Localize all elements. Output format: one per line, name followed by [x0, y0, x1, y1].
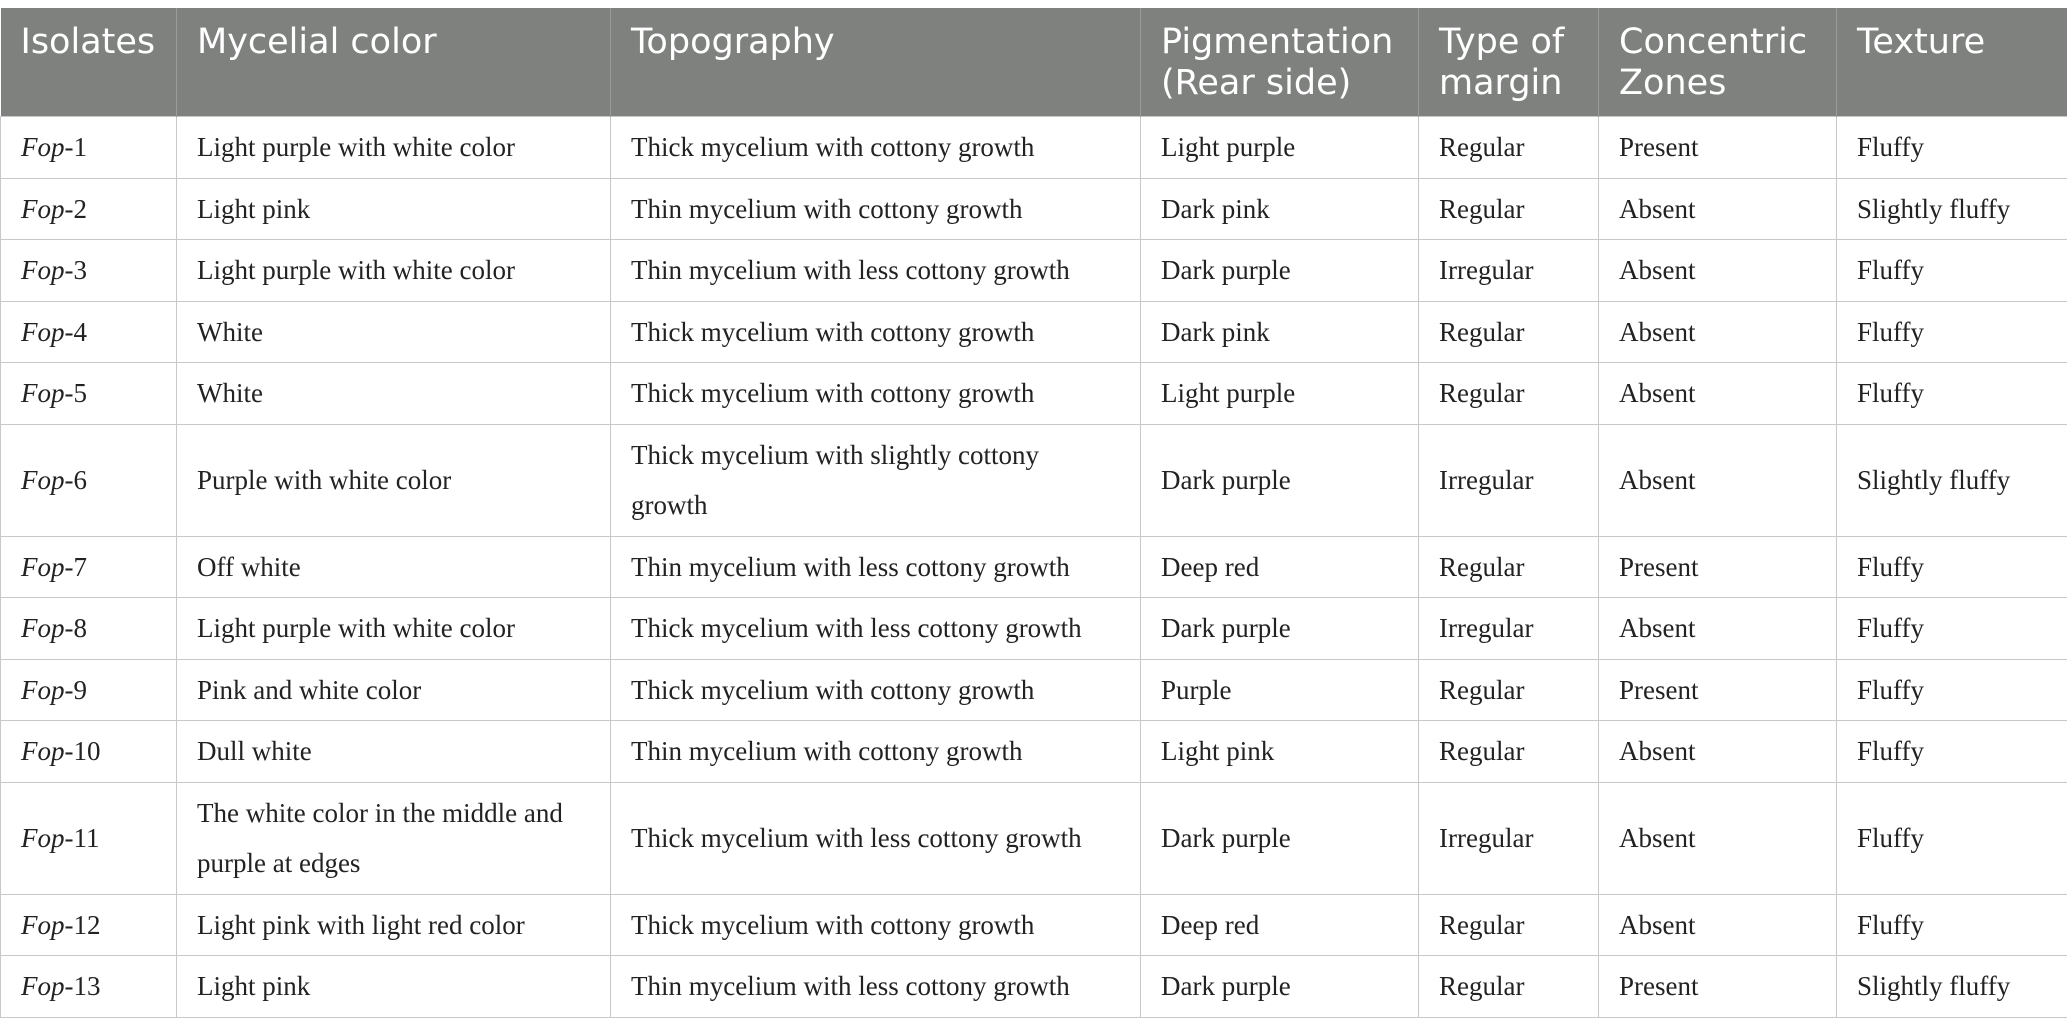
isolate-number: -11 [64, 823, 100, 853]
cell-mycelial-color: Pink and white color [177, 659, 611, 721]
isolate-number: -13 [64, 971, 101, 1002]
header-isolates: Isolates [1, 8, 177, 117]
isolate-characteristics-table-container [0, 8, 2067, 1018]
cell-topography: Thin mycelium with less cottony growth [611, 956, 1141, 1018]
cell-mycelial-color: White [177, 301, 611, 363]
cell-texture: Slightly fluffy [1837, 956, 2067, 1018]
header-concentric-zones: Concentric Zones [1599, 8, 1837, 117]
cell-texture: Fluffy [1837, 536, 2067, 598]
cell-concentric-zones: Absent [1599, 240, 1837, 302]
isolate-prefix: Fop [21, 316, 65, 347]
cell-pigmentation: Dark purple [1141, 424, 1419, 536]
isolate-prefix: Fop [21, 613, 65, 644]
cell-mycelial-color: Light pink [177, 956, 611, 1018]
cell-texture: Fluffy [1837, 301, 2067, 363]
isolate-number: -5 [64, 378, 87, 409]
cell-pigmentation: Dark purple [1141, 956, 1419, 1018]
isolate-number: -6 [64, 465, 87, 495]
cell-topography: Thick mycelium with less cottony growth [611, 598, 1141, 660]
cell-concentric-zones: Absent [1599, 721, 1837, 783]
table-header [1, 8, 2067, 117]
cell-isolate [1, 117, 177, 179]
cell-concentric-zones: Absent [1599, 894, 1837, 956]
cell-topography: Thick mycelium with less cottony growth [611, 782, 1141, 894]
cell-pigmentation: Light purple [1141, 117, 1419, 179]
cell-mycelial-color: Light pink [177, 178, 611, 240]
cell-type-of-margin: Irregular [1419, 782, 1599, 894]
cell-texture: Fluffy [1837, 117, 2067, 179]
table-row [1, 301, 2067, 363]
header-type-of-margin: Type of margin [1419, 8, 1599, 117]
isolate-prefix: Fop [21, 193, 65, 224]
cell-pigmentation: Dark pink [1141, 301, 1419, 363]
isolate-number: -3 [64, 255, 87, 286]
isolate-number: -4 [64, 316, 87, 347]
isolate-number: -9 [64, 674, 87, 705]
cell-topography: Thick mycelium with cottony growth [611, 659, 1141, 721]
cell-type-of-margin: Regular [1419, 536, 1599, 598]
cell-mycelial-color: Light purple with white color [177, 598, 611, 660]
cell-isolate [1, 536, 177, 598]
cell-concentric-zones: Present [1599, 659, 1837, 721]
isolate-number: -12 [64, 909, 101, 940]
cell-concentric-zones: Absent [1599, 363, 1837, 425]
table-row [1, 240, 2067, 302]
header-pigmentation: Pigmentation (Rear side) [1141, 8, 1419, 117]
cell-topography: Thin mycelium with cottony growth [611, 178, 1141, 240]
cell-topography: Thick mycelium with cottony growth [611, 117, 1141, 179]
table-row [1, 178, 2067, 240]
cell-isolate [1, 424, 177, 536]
table-row [1, 721, 2067, 783]
table-row [1, 363, 2067, 425]
cell-texture: Fluffy [1837, 363, 2067, 425]
table-row [1, 894, 2067, 956]
cell-topography: Thick mycelium with cottony growth [611, 301, 1141, 363]
cell-type-of-margin: Irregular [1419, 240, 1599, 302]
cell-isolate [1, 721, 177, 783]
cell-concentric-zones: Present [1599, 956, 1837, 1018]
cell-topography: Thin mycelium with cottony growth [611, 721, 1141, 783]
cell-concentric-zones: Absent [1599, 598, 1837, 660]
header-row [1, 8, 2067, 117]
table-row [1, 117, 2067, 179]
table-row [1, 598, 2067, 660]
cell-pigmentation: Dark purple [1141, 240, 1419, 302]
cell-topography: Thick mycelium with cottony growth [611, 894, 1141, 956]
cell-concentric-zones: Present [1599, 536, 1837, 598]
isolate-prefix: Fop [21, 378, 65, 409]
cell-type-of-margin: Regular [1419, 721, 1599, 783]
cell-pigmentation: Light purple [1141, 363, 1419, 425]
cell-topography: Thick mycelium with cottony growth [611, 363, 1141, 425]
cell-pigmentation: Deep red [1141, 894, 1419, 956]
cell-topography: Thin mycelium with less cottony growth [611, 536, 1141, 598]
isolate-prefix: Fop [21, 255, 65, 286]
isolate-prefix: Fop [21, 132, 65, 163]
isolate-number: -10 [64, 736, 101, 767]
cell-type-of-margin: Regular [1419, 178, 1599, 240]
cell-mycelial-color: Dull white [177, 721, 611, 783]
cell-type-of-margin: Irregular [1419, 424, 1599, 536]
cell-concentric-zones: Present [1599, 117, 1837, 179]
cell-type-of-margin: Regular [1419, 363, 1599, 425]
cell-texture: Slightly fluffy [1837, 424, 2067, 536]
cell-mycelial-color: Light purple with white color [177, 117, 611, 179]
header-texture: Texture [1837, 8, 2067, 117]
cell-pigmentation: Light pink [1141, 721, 1419, 783]
cell-type-of-margin: Regular [1419, 117, 1599, 179]
isolate-prefix: Fop [21, 971, 65, 1002]
cell-mycelial-color: Light purple with white color [177, 240, 611, 302]
isolate-number: -2 [64, 193, 87, 224]
cell-texture: Fluffy [1837, 240, 2067, 302]
table-row [1, 659, 2067, 721]
cell-type-of-margin: Regular [1419, 301, 1599, 363]
cell-isolate [1, 598, 177, 660]
cell-pigmentation: Dark pink [1141, 178, 1419, 240]
cell-mycelial-color: The white color in the middle and purple at edges [177, 782, 611, 894]
cell-texture: Slightly fluffy [1837, 178, 2067, 240]
cell-texture: Fluffy [1837, 894, 2067, 956]
table-row [1, 782, 2067, 894]
table-row [1, 424, 2067, 536]
cell-concentric-zones: Absent [1599, 424, 1837, 536]
cell-texture: Fluffy [1837, 659, 2067, 721]
cell-isolate [1, 894, 177, 956]
isolate-prefix: Fop [21, 551, 65, 582]
isolate-prefix: Fop [21, 909, 65, 940]
cell-topography: Thick mycelium with slightly cottony growth [611, 424, 1141, 536]
cell-texture: Fluffy [1837, 598, 2067, 660]
cell-concentric-zones: Absent [1599, 782, 1837, 894]
cell-mycelial-color: Purple with white color [177, 424, 611, 536]
header-topography: Topography [611, 8, 1141, 117]
cell-isolate [1, 301, 177, 363]
cell-isolate [1, 178, 177, 240]
isolate-prefix: Fop [21, 674, 65, 705]
cell-pigmentation: Dark purple [1141, 598, 1419, 660]
cell-pigmentation: Purple [1141, 659, 1419, 721]
table-row [1, 536, 2067, 598]
cell-mycelial-color: Light pink with light red color [177, 894, 611, 956]
cell-isolate [1, 363, 177, 425]
cell-isolate [1, 659, 177, 721]
cell-type-of-margin: Regular [1419, 956, 1599, 1018]
cell-type-of-margin: Regular [1419, 659, 1599, 721]
isolate-prefix: Fop [21, 736, 65, 767]
isolate-number: -1 [64, 132, 87, 163]
table-row [1, 956, 2067, 1018]
cell-pigmentation: Deep red [1141, 536, 1419, 598]
cell-concentric-zones: Absent [1599, 301, 1837, 363]
cell-texture: Fluffy [1837, 782, 2067, 894]
isolate-characteristics-table [0, 8, 2067, 1018]
isolate-prefix: Fop [21, 823, 65, 853]
cell-isolate [1, 240, 177, 302]
table-body [1, 117, 2067, 1018]
isolate-prefix: Fop [21, 465, 65, 495]
isolate-number: -8 [64, 613, 87, 644]
cell-isolate [1, 956, 177, 1018]
cell-topography: Thin mycelium with less cottony growth [611, 240, 1141, 302]
cell-mycelial-color: Off white [177, 536, 611, 598]
cell-type-of-margin: Regular [1419, 894, 1599, 956]
cell-isolate [1, 782, 177, 894]
cell-concentric-zones: Absent [1599, 178, 1837, 240]
cell-pigmentation: Dark purple [1141, 782, 1419, 894]
cell-type-of-margin: Irregular [1419, 598, 1599, 660]
cell-mycelial-color: White [177, 363, 611, 425]
isolate-number: -7 [64, 551, 87, 582]
cell-texture: Fluffy [1837, 721, 2067, 783]
header-mycelial-color: Mycelial color [177, 8, 611, 117]
